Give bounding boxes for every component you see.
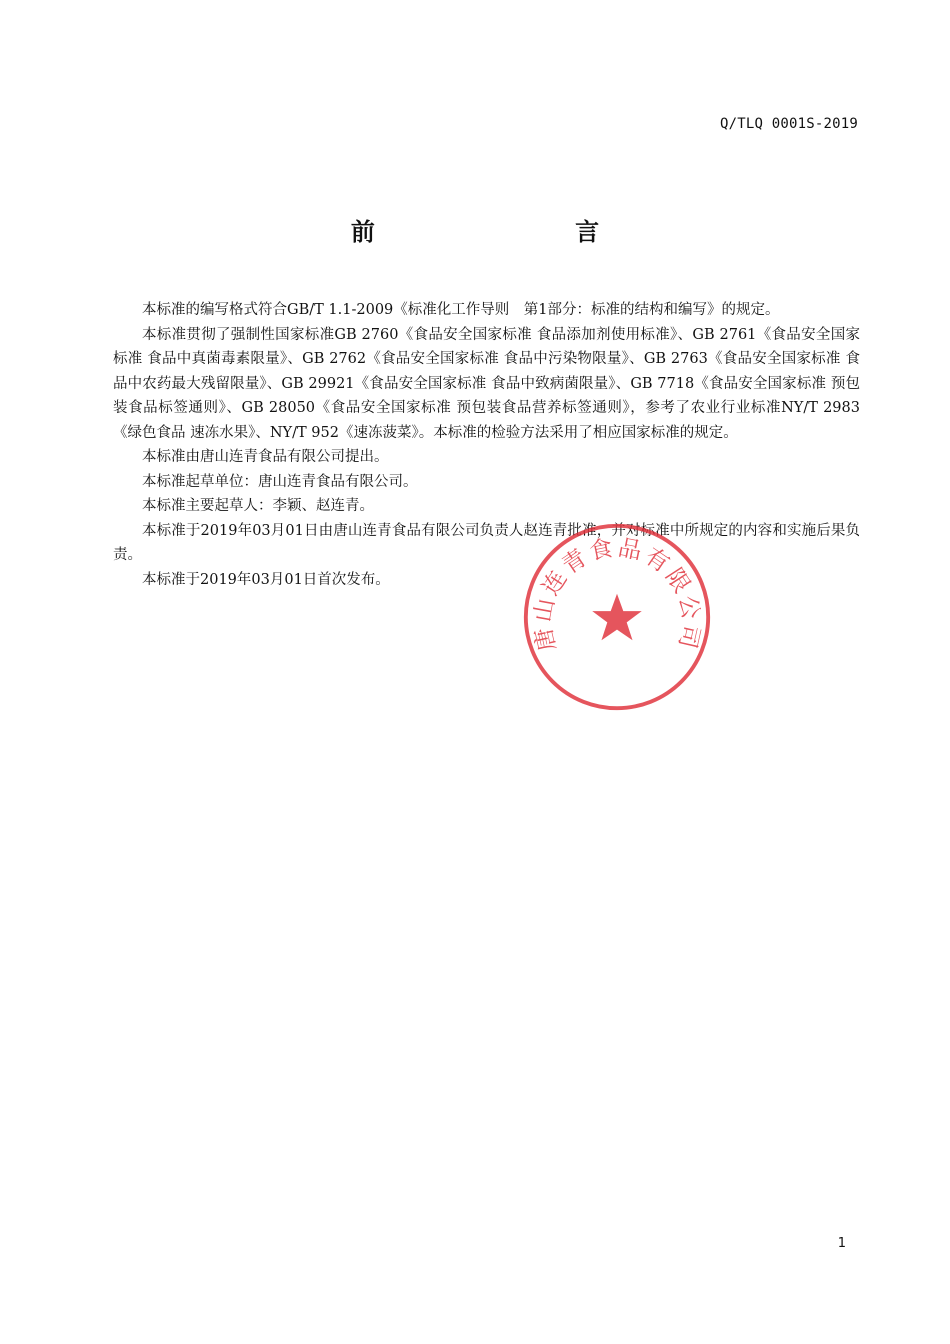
- paragraph-drafting-unit: 本标准起草单位：唐山连青食品有限公司。: [142, 473, 418, 490]
- paragraph-format: 本标准的编写格式符合GB/T 1.1-2009《标准化工作导则 第1部分：标准的结构和编写》的规定。: [142, 302, 780, 318]
- foreword-body: [113, 298, 860, 592]
- standard-code: Q/TLQ 0001S-2019: [719, 116, 858, 132]
- page-title: 前 言: [350, 218, 696, 246]
- page-number: 1: [837, 1236, 846, 1251]
- seal-text: 唐山连青食品有限公司: [529, 534, 705, 654]
- star-icon: [592, 594, 641, 641]
- paragraph-drafters: 本标准主要起草人：李颖、赵连青。: [142, 498, 374, 514]
- paragraph-approval: 本标准于2019年03月01日由唐山连青食品有限公司负责人赵连青批准，并对标准中所规定的内容和实施后果负责。: [113, 522, 860, 563]
- paragraph-referenced-standards: 本标准贯彻了强制性国家标准GB 2760《食品安全国家标准 食品添加剂使用标准》、GB 2761《食品安全国家标准 食品中真菌毒素限量》、GB 2762《食品安全国家标准 食品中污染物限量》、GB 2763《食品安全国家标准 食品中农药最大残留限量》、GB 29921《食品安全国家标准 食品中致病菌限量》、GB 7718《食品安全国家标准 预包装食品标签通则》、GB 28050《食品安全国家标准 预包装食品营养标签通则》，参考了农业行业标准NY/T 2983《绿色食品 速冻水果》、NY/T 952《速冻菠菜》。本标准的检验方法采用了相应国家标准的规定。: [113, 326, 860, 441]
- paragraph-proposer: 本标准由唐山连青食品有限公司提出。: [142, 449, 389, 465]
- paragraph-release: 本标准于2019年03月01日首次发布。: [142, 571, 390, 588]
